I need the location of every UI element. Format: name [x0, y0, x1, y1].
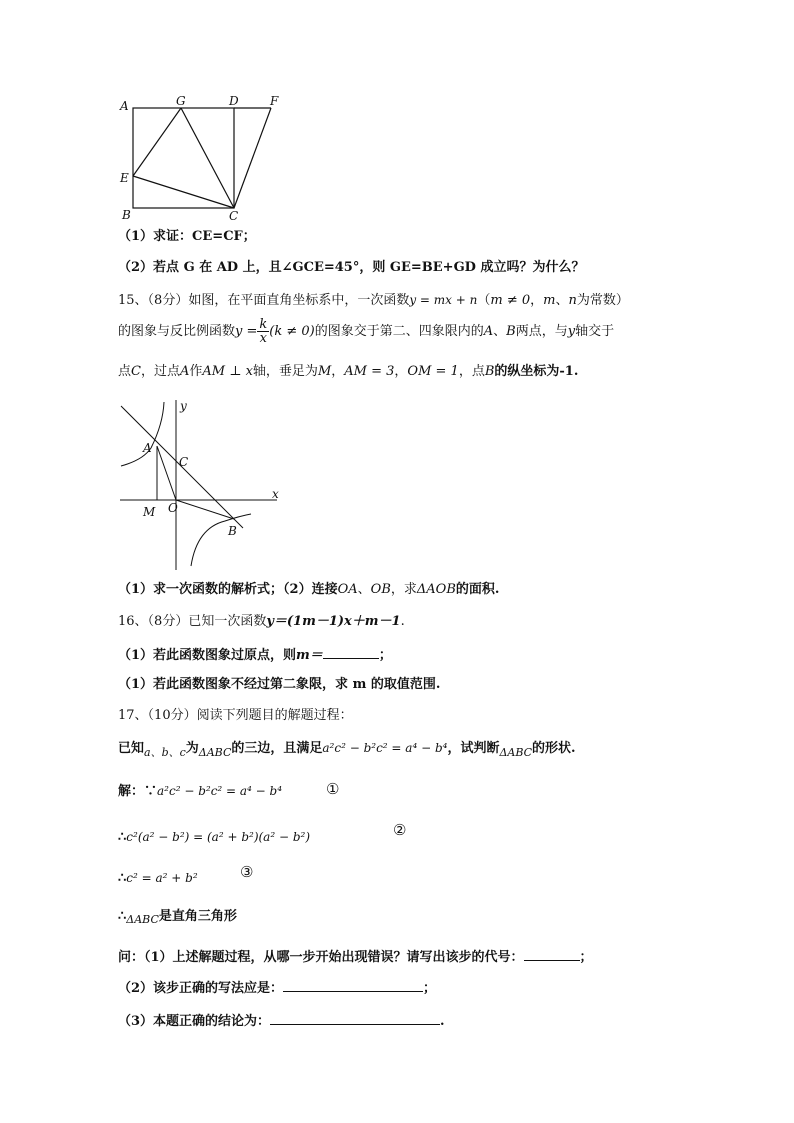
- step3-marker: ③: [240, 863, 254, 881]
- answer-blank-m[interactable]: [323, 646, 379, 659]
- q14-part2: （2）若点 G 在 AD 上，且∠GCE=45°，则 GE=BE+GD 成立吗？为什么？: [118, 260, 585, 275]
- label-f: F: [270, 94, 279, 108]
- label-o-point: O: [168, 501, 178, 515]
- label-c-point: C: [179, 455, 189, 469]
- q17-ask3: （3）本题正确的结论为： .: [118, 1014, 445, 1029]
- label-e: E: [120, 171, 129, 185]
- answer-blank-step[interactable]: [524, 948, 580, 961]
- q17-given: 已知$_{a、b、c}$为$_{\Delta ABC}$的三边，且满足a²c² − b²c² = a⁴ − b⁴，试判断$_{\Delta ABC}$的形状.: [118, 741, 576, 759]
- q15-line3: 点C，过点A作AM ⊥ x轴，垂足为M，AM = 3，OM = 1，点B的纵坐标为-1.: [118, 364, 579, 379]
- answer-blank-correct-form[interactable]: [283, 979, 423, 992]
- label-c: C: [229, 209, 239, 222]
- label-g: G: [176, 94, 186, 108]
- q17-ask1: 问：（1）上述解题过程，从哪一步开始出现错误？请写出该步的代号： ；: [118, 950, 593, 965]
- q16-part1: （1）若此函数图象过原点，则m＝ ；: [118, 648, 392, 663]
- q16-stem: 16、（8分）已知一次函数y＝(1m－1)x＋m－1.: [118, 614, 405, 629]
- axis-y-label: y: [180, 399, 187, 413]
- q15-line2: 的图象与反比例函数y = $\frac{k}{x}$ (k ≠ 0)的图象交于第二、四象限内的A、B两点，与y轴交于: [118, 317, 615, 346]
- q17-step3: ∴c² = a² + b²: [118, 871, 198, 886]
- coordinate-figure: [115, 398, 285, 573]
- q17-step2: ∴c²(a² − b²) = (a² + b²)(a² − b²): [118, 830, 311, 845]
- q16-part2: （1）若此函数图象不经过第二象限，求 m 的取值范围.: [118, 677, 441, 692]
- step2-marker: ②: [393, 821, 407, 839]
- fraction-k-over-x: $\frac{k}{x}$: [259, 317, 268, 346]
- q17-step4: $\therefore_{\Delta ABC}$是直角三角形: [118, 909, 237, 926]
- q17-ask2: （2）该步正确的写法应是： ；: [118, 981, 437, 996]
- axis-x-label: x: [272, 487, 279, 501]
- answer-blank-conclusion[interactable]: [270, 1012, 440, 1025]
- label-m-point: M: [143, 505, 156, 519]
- square-figure: [115, 92, 290, 222]
- q15-line1: 15、（8分）如图，在平面直角坐标系中，一次函数y = mx + n（m ≠ 0，m、n为常数）: [118, 293, 629, 308]
- q14-part1: （1）求证：CE=CF；: [118, 229, 256, 244]
- label-a-point: A: [143, 441, 152, 455]
- q17-stem: 17、（10分）阅读下列题目的解题过程：: [118, 708, 353, 723]
- q15-parts: （1）求一次函数的解析式；（2）连接OA、OB，求ΔAOB的面积.: [118, 582, 500, 597]
- label-b-point: B: [228, 524, 237, 538]
- label-b: B: [122, 208, 131, 222]
- step1-marker: ①: [326, 780, 340, 798]
- label-d: D: [229, 94, 239, 108]
- q17-step1: 解：∵a²c² − b²c² = a⁴ − b⁴: [118, 784, 283, 799]
- label-a: A: [120, 99, 129, 113]
